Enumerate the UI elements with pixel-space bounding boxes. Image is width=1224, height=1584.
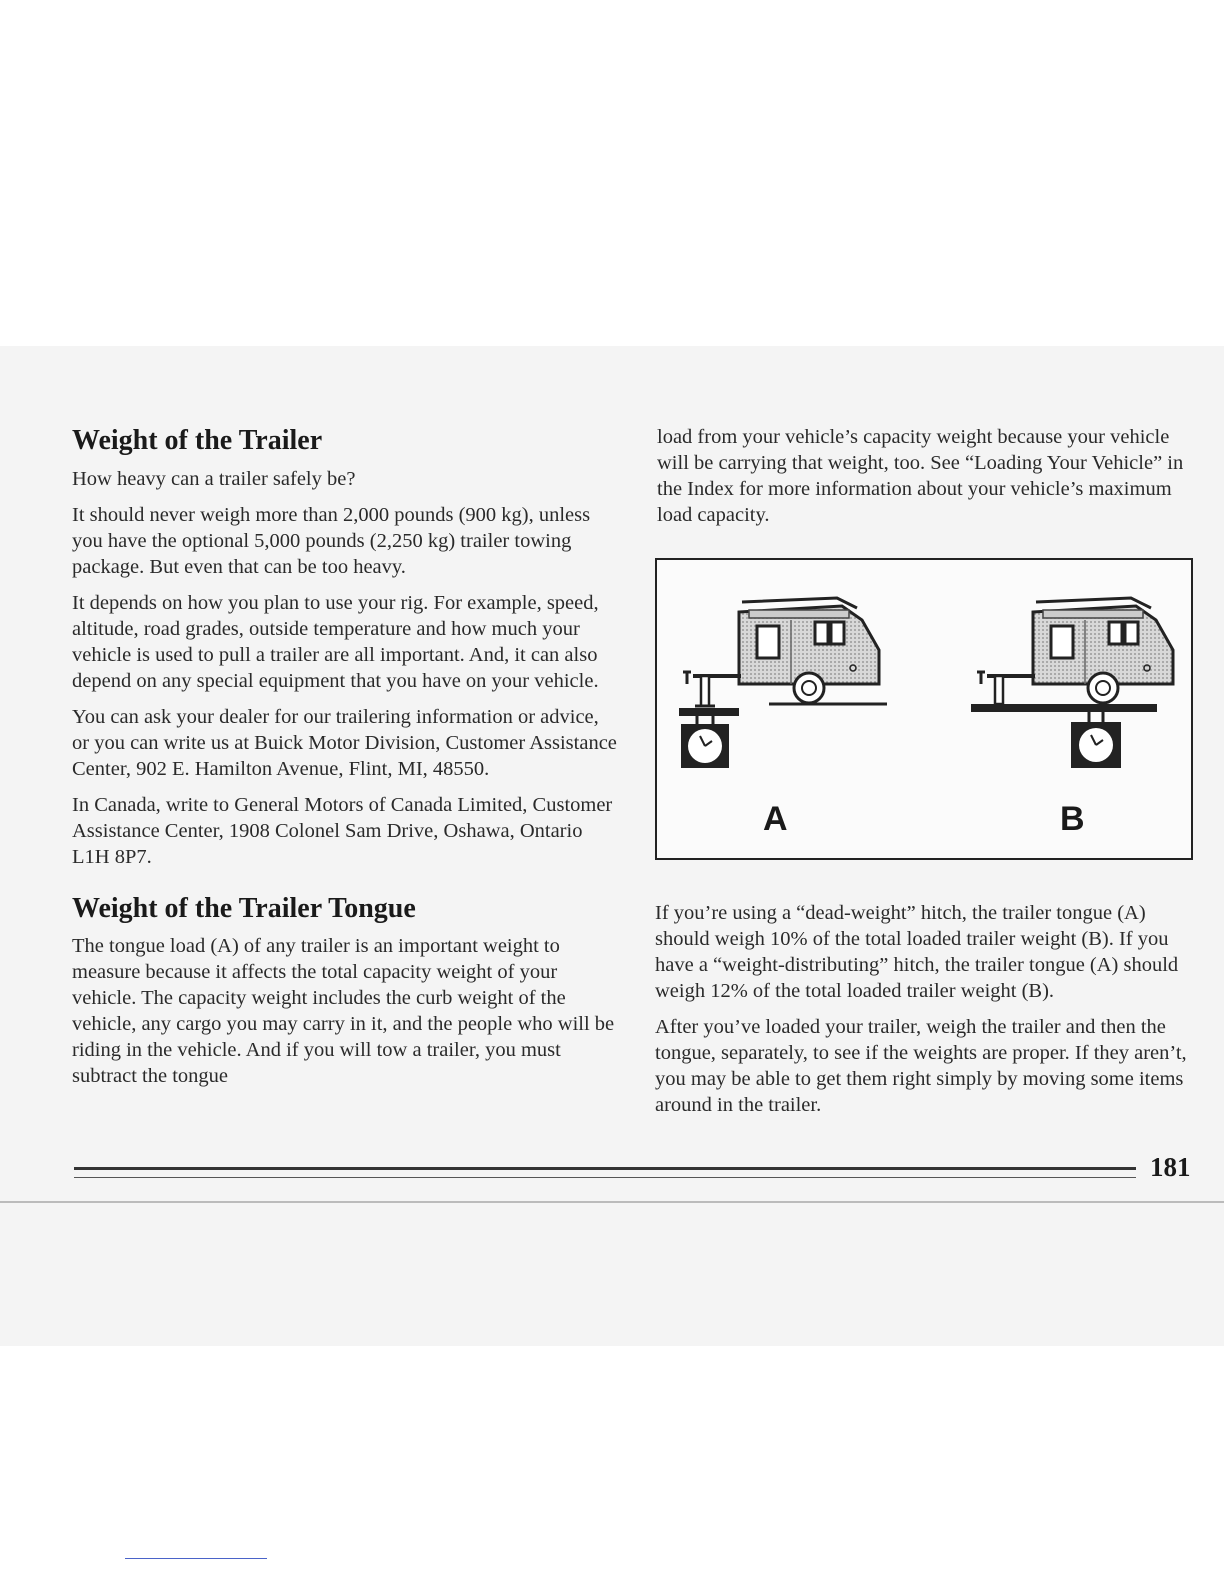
footer-rule-thick [74, 1167, 1136, 1170]
heading-weight-of-trailer-tongue: Weight of the Trailer Tongue [72, 892, 416, 924]
footer-rule-thin [74, 1177, 1136, 1178]
paragraph: It depends on how you plan to use your rig. For example, speed, altitude, road grades, outside temperature and how much your vehicle is used to pull a trailer are all important. And, it can also depend on any special equipment that you have on your vehicle. [72, 591, 599, 692]
paragraph: The tongue load (A) of any trailer is an important weight to measure because it affects the total capacity weight of your vehicle. The capacity weight includes the curb weight of the vehicle, any cargo you may carry in it, and the people who will be riding in the vehicle. And if you will tow a trailer, you must subtract the tongue [72, 935, 615, 1088]
trailer-weighing-figure [655, 558, 1193, 860]
paragraph: You can ask your dealer for our trailering information or advice, or you can write us at Buick Motor Division, Customer Assistance Center, 902 E. Hamilton Avenue, Flint, MI, 48550. [72, 705, 617, 780]
heading-weight-of-trailer: Weight of the Trailer [72, 425, 323, 456]
trailer-b-drawing [971, 598, 1173, 768]
right-column-bottom [655, 900, 1195, 1128]
trailer-a-drawing [679, 598, 887, 768]
page-number: 181 [1150, 1152, 1191, 1182]
paragraph: If you’re using a “dead-weight” hitch, the trailer tongue (A) should weigh 10% of the total loaded trailer weight (B). If you have a “weight-distributing” hitch, the trailer tongue (A) should weigh 12% of the total loaded trailer weight (B). [655, 902, 1179, 1002]
paragraph: How heavy can a trailer safely be? [72, 467, 356, 490]
paragraph: load from your vehicle’s capacity weight because your vehicle will be carrying that weight, too. See “Loading Your Vehicle” in the Index for more information about your vehicle’s maximum load capacity. [657, 426, 1184, 526]
figure-label-a: A [763, 800, 788, 838]
bottom-link-underline [125, 1558, 267, 1559]
paragraph: It should never weigh more than 2,000 pounds (900 kg), unless you have the optional 5,000 pounds (2,250 kg) trailer towing package. But even that can be too heavy. [72, 503, 591, 578]
figure-label-b: B [1060, 800, 1085, 838]
paragraph: After you’ve loaded your trailer, weigh the trailer and then the tongue, separately, to see if the weights are proper. If they aren’t, you may be able to get them right simply by moving some items around in the trailer. [655, 1016, 1187, 1116]
left-column [72, 424, 617, 1099]
trailer-weighing-illustration [657, 560, 1191, 858]
paragraph: In Canada, write to General Motors of Canada Limited, Customer Assistance Center, 1908 Colonel Sam Drive, Oshawa, Ontario L1H 8P7. [72, 793, 613, 868]
page-bottom-edge [0, 1201, 1224, 1203]
right-column-top [657, 424, 1202, 538]
